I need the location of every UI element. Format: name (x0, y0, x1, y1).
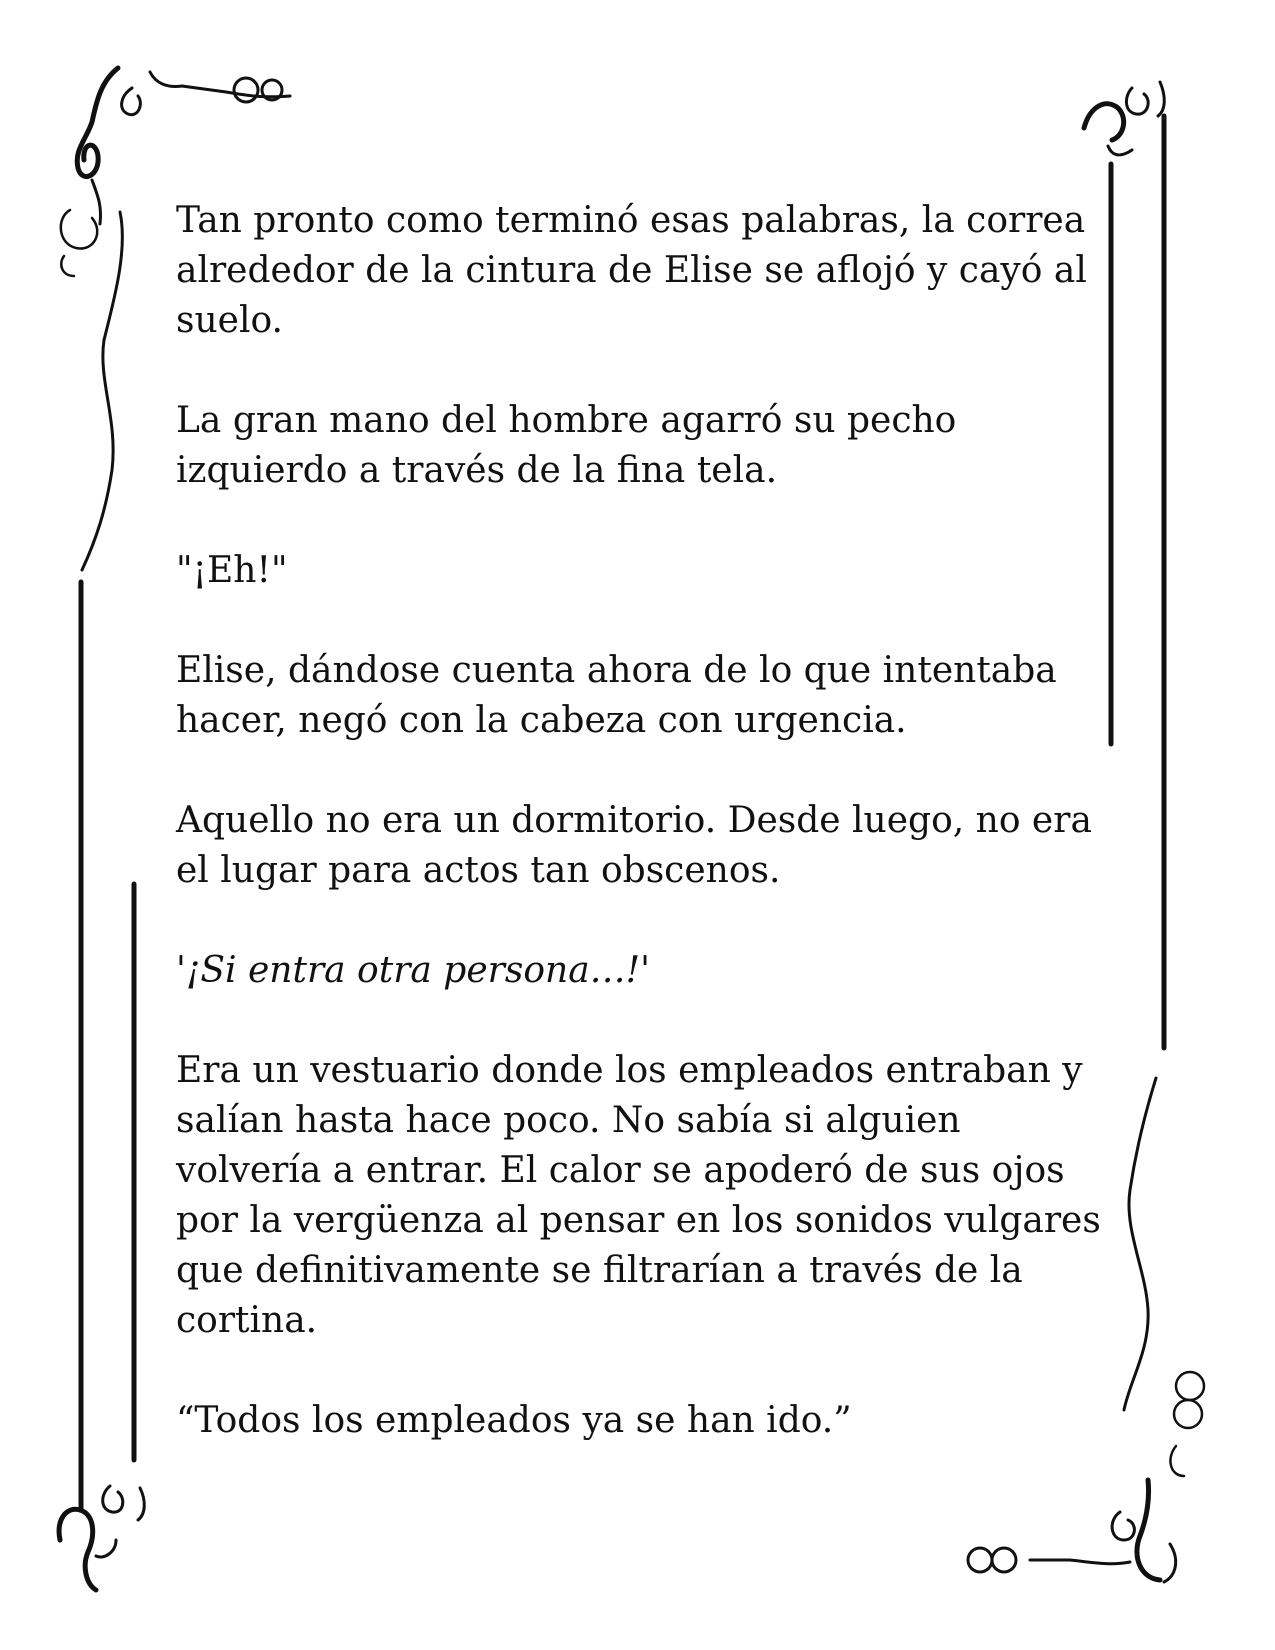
paragraph-8-dialogue: “Todos los empleados ya se han ido.” (176, 1400, 852, 1441)
flourish-top-right-icon (1084, 82, 1164, 155)
paragraph-5: Aquello no era un dormitorio. Desde luego, no era el lugar para actos tan obscenos. (176, 800, 1092, 891)
flourish-bottom-left-icon (59, 1486, 144, 1590)
paragraph-3-dialogue: "¡Eh!" (176, 550, 288, 591)
document-body (176, 196, 1116, 1446)
paragraph-4: Elise, dándose cuenta ahora de lo que intentaba hacer, negó con la cabeza con urgencia. (176, 650, 1057, 741)
paragraph-7: Era un vestuario donde los empleados entraban y salían hasta hace poco. No sabía si alguien volvería a entrar. El calor se apoderó de sus ojos por la vergüenza al pensar en los sonidos vulgares que definitivamente se filtrarían a través de la cortina. (176, 1050, 1101, 1341)
paragraph-6-thought: '¡Si entra otra persona…!' (176, 950, 651, 991)
paragraph-1: Tan pronto como terminó esas palabras, la correa alrededor de la cintura de Elise se aflojó y cayó al suelo. (176, 200, 1087, 341)
paragraph-2: La gran mano del hombre agarró su pecho izquierdo a través de la fina tela. (176, 400, 957, 491)
